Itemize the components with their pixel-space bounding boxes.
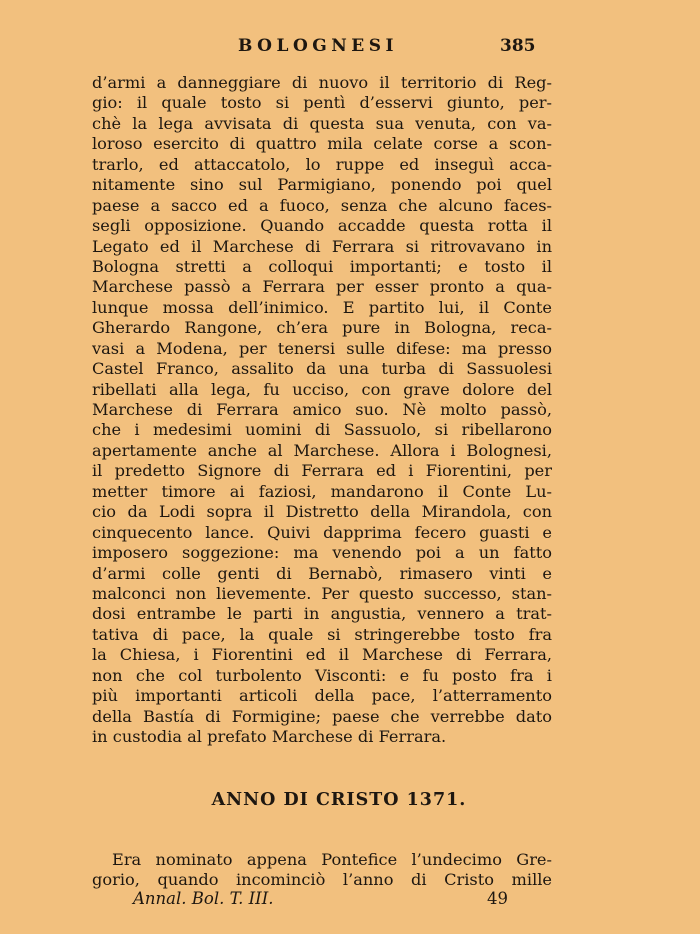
text-line: gorio, quando incominciò l’anno di Cristo mille xyxy=(92,870,552,890)
text-line: più importanti articoli della pace, l’atterramento xyxy=(92,686,552,706)
section-heading xyxy=(0,790,700,810)
text-line: d’armi colle genti di Bernabò, rimasero vinti e xyxy=(92,563,552,583)
page-number: 385 xyxy=(500,36,536,56)
text-line: Castel Franco, assalito da una turba di Sassuolesi xyxy=(92,359,552,379)
text-line: della Bastía di Formigine; paese che verrebbe dato xyxy=(92,706,552,726)
text-line: vasi a Modena, per tenersi sulle difese: ma presso xyxy=(92,338,552,358)
text-line: in custodia al prefato Marchese di Ferrara. xyxy=(92,727,447,746)
text-line: trarlo, ed attaccatolo, lo ruppe ed inseguì acca- xyxy=(92,154,552,174)
text-line: ribellati alla lega, fu ucciso, con grave dolore del xyxy=(92,379,552,399)
body-paragraph xyxy=(92,73,552,747)
page-footer xyxy=(0,889,700,911)
text-line: loroso esercito di quattro mila celate corse a scon- xyxy=(92,134,552,154)
text-line: cio da Lodi sopra il Distretto della Mirandola, con xyxy=(92,502,552,522)
text-line: malconci non lievemente. Per questo successo, stan- xyxy=(92,583,552,603)
text-line: d’armi a danneggiare di nuovo il territorio di Reg- xyxy=(92,73,552,92)
next-paragraph xyxy=(92,849,552,890)
text-line: Gherardo Rangone, ch’era pure in Bologna, reca- xyxy=(92,318,552,338)
text-line: cinquecento lance. Quivi dapprima fecero guasti e xyxy=(92,522,552,542)
text-line: segli opposizione. Quando accadde questa rotta il xyxy=(92,216,552,236)
text-line: Legato ed il Marchese di Ferrara si ritrovavano in xyxy=(92,236,552,256)
text-line: dosi entrambe le parti in angustia, vennero a trat- xyxy=(92,604,552,624)
text-line: Marchese passò a Ferrara per esser pronto a qua- xyxy=(92,277,552,297)
text-line: la Chiesa, i Fiorentini ed il Marchese di Ferrara, xyxy=(92,645,552,665)
text-line: imposero soggezione: ma venendo poi a un fatto xyxy=(92,543,552,563)
text-line: il predetto Signore di Ferrara ed i Fiorentini, per xyxy=(92,461,552,481)
text-line: Era nominato appena Pontefice l’undecimo Gre- xyxy=(112,850,552,869)
text-line: apertamente anche al Marchese. Allora i Bolognesi, xyxy=(92,440,552,460)
text-line: che i medesimi uomini di Sassuolo, si ribellarono xyxy=(92,420,552,440)
text-line: metter timore ai faziosi, mandarono il Conte Lu- xyxy=(92,481,552,501)
text-line: Marchese di Ferrara amico suo. Nè molto passò, xyxy=(92,400,552,419)
signature-mark: Annal. Bol. T. III. xyxy=(133,889,274,908)
running-head xyxy=(0,36,700,60)
text-line: nitamente sino sul Parmigiano, ponendo poi quel xyxy=(92,175,552,195)
running-head-title: BOLOGNESI xyxy=(238,36,398,56)
text-line: paese a sacco ed a fuoco, senza che alcuno faces- xyxy=(92,195,552,215)
text-line: tativa di pace, la quale si stringerebbe tosto fra xyxy=(92,624,552,644)
text-line: gio: il quale tosto si pentì d’esservi giunto, per- xyxy=(92,93,552,113)
text-line: non che col turbolento Visconti: e fu posto fra i xyxy=(92,665,552,685)
section-heading-text: ANNO DI CRISTO 1371. xyxy=(211,790,467,810)
text-line: chè la lega avvisata di questa sua venuta, con va- xyxy=(92,113,552,133)
text-line: lunque mossa dell’inimico. E partito lui, il Conte xyxy=(92,297,552,317)
folio-number: 49 xyxy=(487,889,508,908)
text-line: Bologna stretti a colloqui importanti; e tosto il xyxy=(92,256,552,276)
